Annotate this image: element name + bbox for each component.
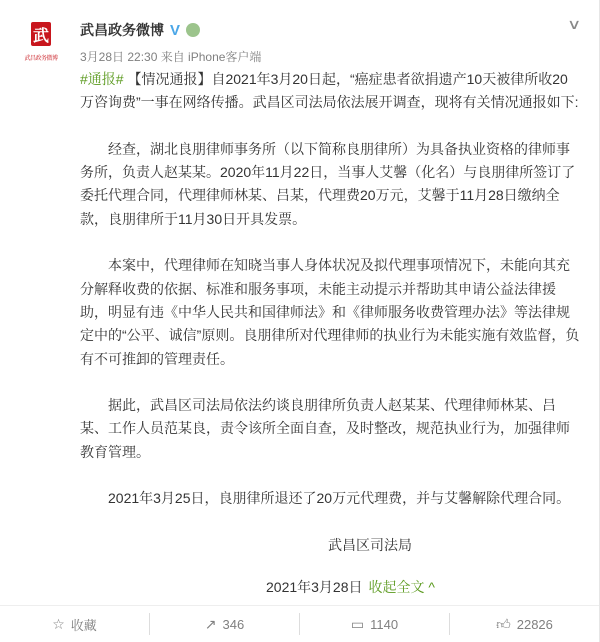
intro-text: 【情况通报】自2021年3月20日起，“癌症患者欲捐遗产10天被律所收20万咨询费”一事在网络传播。武昌区司法局依法展开调查，现将有关情况通报如下:: [80, 71, 579, 111]
post-content: [80, 68, 580, 557]
repost-icon: ↗: [204, 615, 217, 632]
action-bar: [0, 605, 599, 642]
author-row: [80, 20, 200, 40]
paragraph: 2021年3月25日，良朋律所退还了20万元代理费，并与艾馨解除代理合同。: [108, 490, 571, 507]
favorite-button[interactable]: [0, 613, 150, 635]
collapse-button[interactable]: 收起全文 ^: [368, 579, 435, 595]
paragraph: 经查，湖北良朋律师事务所（以下简称良朋律所）为具备执业资格的律师事务所，负责人赵某某。2020年11月22日，当事人艾馨（化名）与良朋律所签订了委托代理合同，代理律师林某、吕某，代理费20万元，艾馨于11月28日缴纳全款，良朋律所于11月30日开具发票。: [80, 140, 576, 227]
sign-date-line: [266, 577, 435, 597]
avatar-caption: 武昌政务微博: [24, 56, 58, 62]
paragraph: 据此，武昌区司法局依法约谈良朋律所负责人赵某某、代理律师林某、吕某、工作人员范某良，责令该所全面自查，及时整改，规范执业行为，加强律师教育管理。: [80, 397, 570, 460]
avatar[interactable]: [22, 22, 60, 68]
paragraph: 本案中，代理律师在知晓当事人身体状况及拟代理事项情况下，未能向其充分解释收费的依据、标准和服务事项，未能主动提示并帮助其申请公益法律援助，明显有违《中华人民共和国律师法》和《律师服务收费管理办法》等法律规定中的“公平、诚信”原则。良朋律所对代理律师的执业行为未能实施有效监督，负有不可推卸的管理责任。: [80, 257, 580, 367]
like-count: 22826: [516, 616, 553, 632]
favorite-label: 收藏: [70, 617, 97, 633]
comment-icon: ▭: [350, 615, 365, 632]
member-badge-icon: [186, 23, 200, 37]
repost-button[interactable]: [150, 613, 300, 635]
signature: 武昌区司法局: [328, 536, 412, 553]
comment-button[interactable]: [300, 613, 450, 635]
chevron-down-icon[interactable]: ∨: [566, 16, 582, 32]
thumbs-up-icon: 👍︎: [496, 615, 511, 632]
verified-icon: V: [170, 21, 181, 39]
repost-count: 346: [222, 616, 245, 632]
like-button[interactable]: [450, 613, 599, 635]
avatar-logo: 武: [31, 22, 51, 46]
sign-date: 2021年3月28日: [266, 579, 363, 595]
hashtag-link[interactable]: #通报#: [80, 71, 124, 87]
author-name[interactable]: 武昌政务微博: [80, 22, 164, 38]
post-meta: 3月28日 22:30 来自 iPhone客户端: [80, 50, 262, 64]
comment-count: 1140: [370, 616, 399, 632]
star-icon: ☆: [52, 615, 65, 632]
